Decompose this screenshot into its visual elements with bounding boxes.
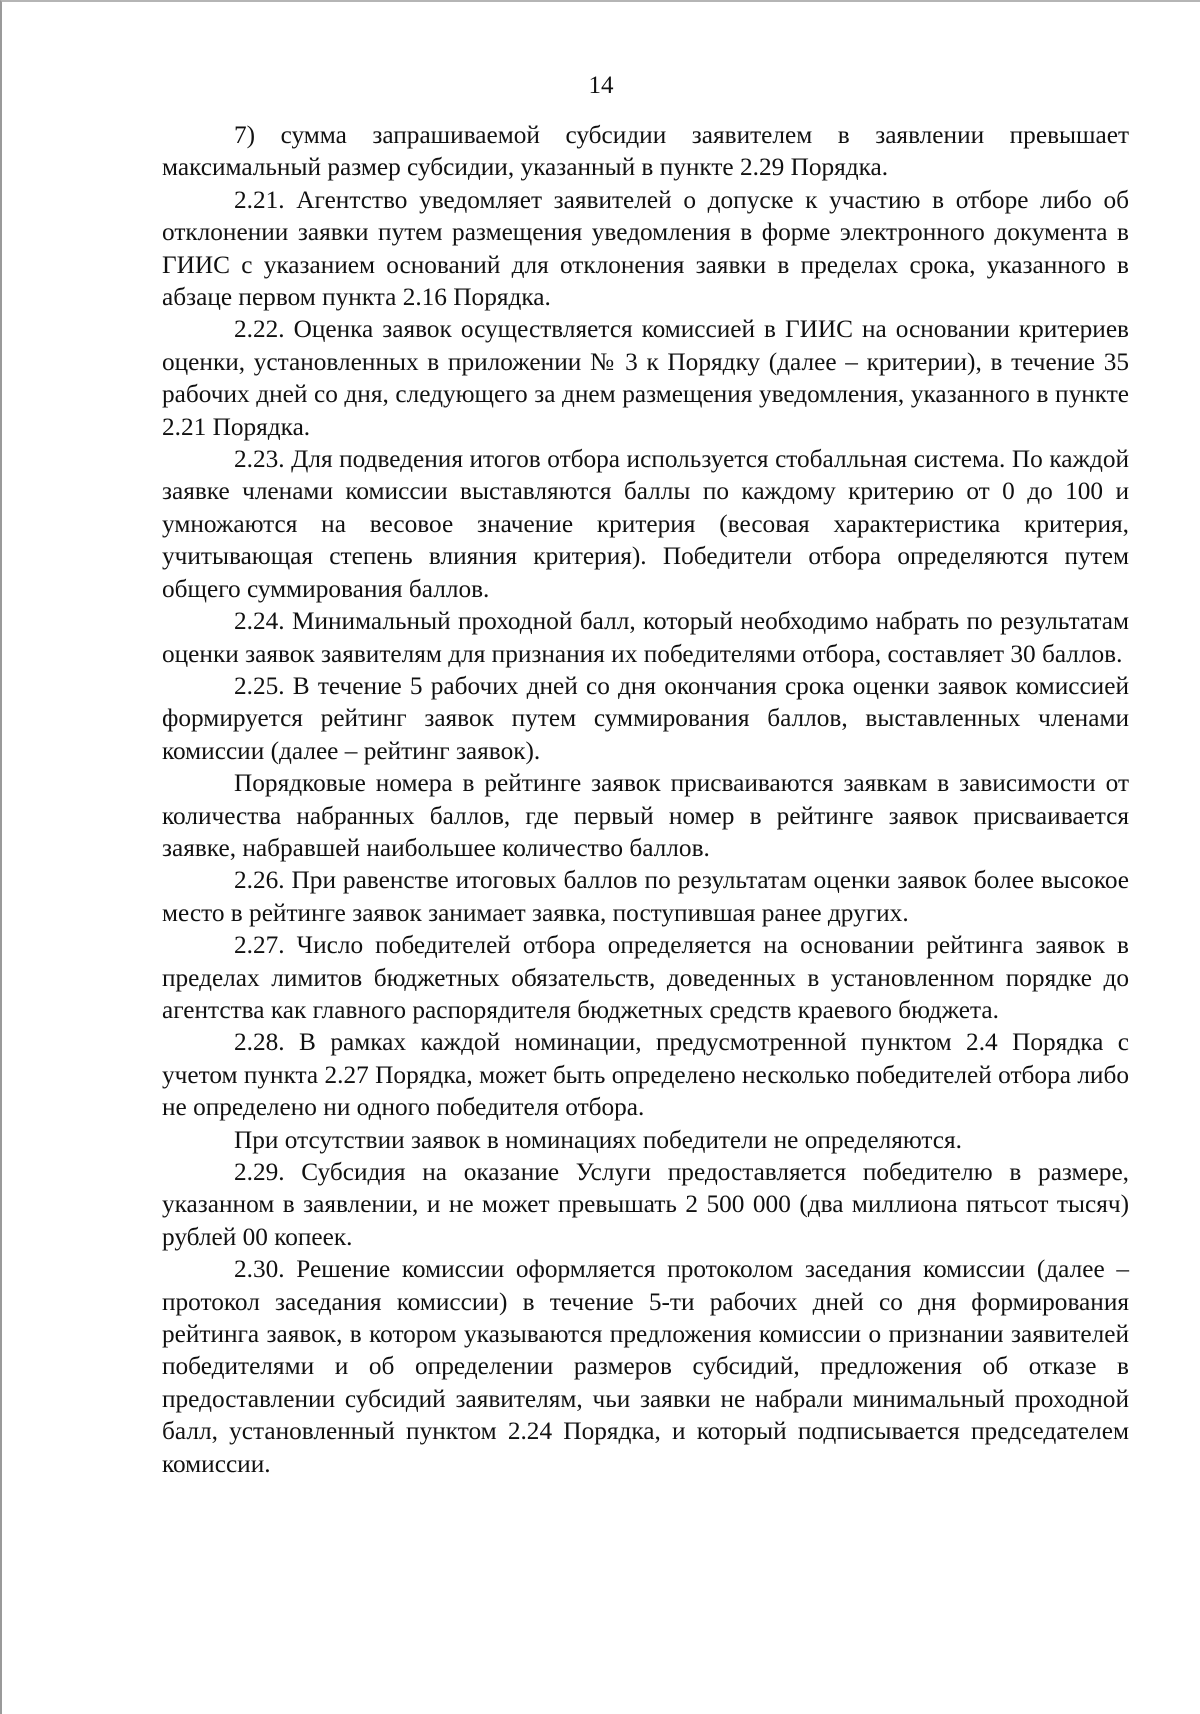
paragraph-2-23: 2.23. Для подведения итогов отбора используется стобалльная система. По каждой заявке членами комиссии выставляются баллы по каждому критерию от 0 до 100 и умножаются на весовое значение критерия (весовая характеристика критерия, учитывающая степень влияния критерия). Победители отбора определяются путем общего суммирования баллов. bbox=[162, 445, 1129, 603]
paragraph-2-25: 2.25. В течение 5 рабочих дней со дня окончания срока оценки заявок комиссией формируется рейтинг заявок путем суммирования баллов, выставленных членами комиссии (далее – рейтинг заявок). bbox=[162, 671, 1129, 765]
paragraph-2-28: 2.28. В рамках каждой номинации, предусмотренной пунктом 2.4 Порядка с учетом пункта 2.27 Порядка, может быть определено несколько победителей отбора либо не определено ни одного победителя отбора. bbox=[162, 1028, 1129, 1122]
paragraph-2-22: 2.22. Оценка заявок осуществляется комиссией в ГИИС на основании критериев оценки, установленных в приложении № 3 к Порядку (далее – критерии), в течение 35 рабочих дней со дня, следующего за днем размещения уведомления, указанного в пункте 2.21 Порядка. bbox=[162, 315, 1129, 441]
paragraph-2-21: 2.21. Агентство уведомляет заявителей о допуске к участию в отборе либо об отклонении заявки путем размещения уведомления в форме электронного документа в ГИИС с указанием оснований для отклонения заявки в пределах срока, указанного в абзаце первом пункта 2.16 Порядка. bbox=[162, 185, 1129, 312]
page-number: 14 bbox=[588, 72, 614, 99]
paragraph-2-25-continued: Порядковые номера в рейтинге заявок присваиваются заявкам в зависимости от количества набранных баллов, где первый номер в рейтинге заявок присваивается заявке, набравшей наибольшее количество баллов. bbox=[162, 769, 1129, 862]
paragraph-2-28-continued: При отсутствии заявок в номинациях победители не определяются. bbox=[234, 1125, 962, 1154]
document-body bbox=[162, 119, 1129, 1480]
paragraph-2-30: 2.30. Решение комиссии оформляется протоколом заседания комиссии (далее – протокол заседания комиссии) в течение 5-ти рабочих дней со дня формирования рейтинга заявок, в котором указываются предложения комиссии о признании заявителей победителями и об определении размеров субсидий, предложения об отказе в предоставлении субсидий заявителям, чьи заявки не набрали минимальный проходной балл, установленный пунктом 2.24 Порядка, и который подписывается председателем комиссии. bbox=[162, 1255, 1129, 1478]
paragraph-2-27: 2.27. Число победителей отбора определяется на основании рейтинга заявок в пределах лимитов бюджетных обязательств, доведенных в установленном порядке до агентства как главного распорядителя бюджетных средств краевого бюджета. bbox=[162, 931, 1129, 1024]
paragraph-2-29: 2.29. Субсидия на оказание Услуги предоставляется победителю в размере, указанном в заявлении, и не может превышать 2 500 000 (два миллиона пятьсот тысяч) рублей 00 копеек. bbox=[162, 1158, 1129, 1251]
paragraph-2-26: 2.26. При равенстве итоговых баллов по результатам оценки заявок более высокое место в рейтинге заявок занимает заявка, поступившая ранее других. bbox=[162, 866, 1129, 927]
paragraph-item-7: 7) сумма запрашиваемой субсидии заявителем в заявлении превышает максимальный размер субсидии, указанный в пункте 2.29 Порядка. bbox=[162, 121, 1129, 182]
paragraph-2-24: 2.24. Минимальный проходной балл, который необходимо набрать по результатам оценки заявок заявителям для признания их победителями отбора, составляет 30 баллов. bbox=[162, 607, 1129, 668]
